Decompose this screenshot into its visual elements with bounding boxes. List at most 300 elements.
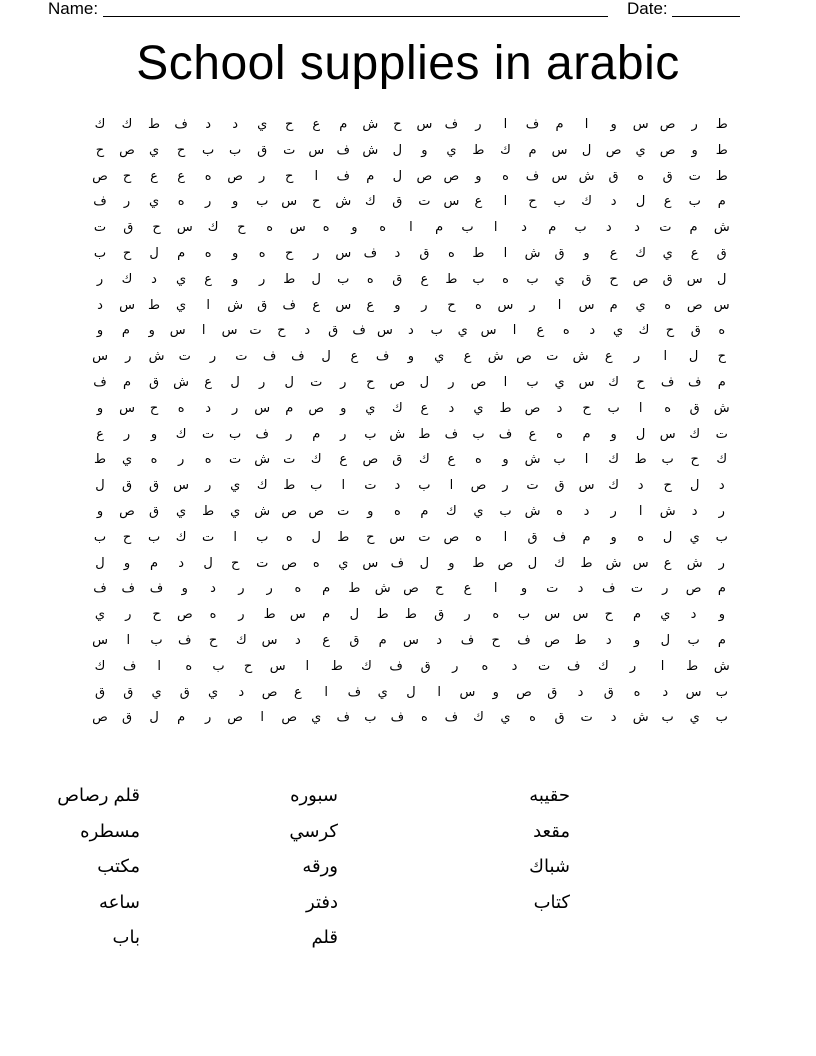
grid-cell: ك [638, 322, 650, 338]
grid-cell: س [578, 373, 595, 389]
grid-cell: ف [93, 580, 107, 596]
grid-cell: م [322, 606, 331, 622]
grid-cell: د [521, 219, 527, 235]
grid-cell: ش [362, 116, 379, 131]
grid-cell: و [407, 348, 415, 364]
grid-cell: س [269, 657, 286, 673]
grid-cell: ص [443, 167, 460, 183]
grid-cell: ل [349, 606, 360, 622]
grid-row [88, 346, 734, 372]
grid-cell: ب [229, 141, 242, 157]
grid-cell: ر [718, 554, 725, 570]
grid-cell: د [605, 219, 612, 235]
grid-cell: د [394, 477, 401, 493]
grid-cell: ص [389, 373, 406, 389]
grid-cell: ف [602, 580, 616, 596]
grid-cell: ا [126, 631, 131, 647]
grid-cell: ي [148, 193, 160, 209]
grid-cell: ت [202, 425, 215, 441]
grid-cell: س [544, 606, 561, 622]
grid-cell: ي [473, 399, 484, 415]
grid-cell: ح [285, 116, 294, 131]
grid-row [88, 449, 734, 475]
grid-cell: ه [664, 399, 672, 415]
grid-cell: ش [173, 373, 190, 389]
grid-cell: ي [457, 322, 468, 338]
grid-cell: ح [285, 167, 294, 183]
grid-cell: ع [312, 116, 321, 131]
grid-cell: س [335, 296, 352, 312]
grid-cell: ع [663, 554, 672, 570]
word-list-item: قلم [311, 927, 338, 947]
grid-cell: ا [638, 502, 643, 518]
grid-cell: ق [149, 477, 160, 493]
grid-cell: ب [715, 683, 728, 699]
grid-cell: س [362, 554, 379, 570]
grid-cell: ص [686, 296, 703, 312]
grid-cell: ق [349, 631, 360, 647]
grid-cell: ف [255, 425, 269, 441]
grid-cell: ت [178, 348, 191, 364]
grid-cell: ل [284, 373, 294, 389]
grid-cell: ا [638, 399, 643, 415]
grid-cell: ش [374, 580, 391, 596]
grid-cell: ر [259, 373, 266, 389]
grid-row [88, 630, 734, 656]
grid-cell: ب [310, 477, 323, 493]
grid-cell: م [366, 167, 375, 183]
grid-cell: م [378, 631, 387, 647]
grid-cell: د [178, 554, 184, 570]
grid-cell: ف [121, 580, 135, 596]
grid-cell: ر [475, 116, 482, 131]
grid-row [88, 140, 734, 166]
grid-cell: ك [689, 425, 701, 441]
grid-cell: ش [572, 348, 589, 364]
grid-cell: ت [229, 451, 242, 467]
grid-cell: م [582, 425, 591, 441]
grid-cell: ح [434, 580, 444, 596]
grid-cell: ه [637, 528, 645, 544]
grid-cell: ب [499, 502, 512, 518]
grid-cell: ع [536, 322, 545, 338]
grid-cell: ش [632, 709, 649, 725]
grid-cell: ر [464, 606, 471, 622]
grid-cell: س [686, 270, 703, 286]
grid-cell: و [610, 425, 617, 441]
grid-cell: ص [261, 683, 278, 699]
grid-cell: و [475, 167, 482, 183]
grid-cell: ب [688, 193, 701, 209]
grid-cell: ا [557, 296, 562, 312]
grid-cell: ط [202, 502, 215, 518]
grid-cell: ك [554, 554, 565, 570]
grid-cell: ك [235, 631, 247, 647]
grid-cell: ش [389, 425, 406, 441]
grid-cell: و [583, 244, 590, 260]
grid-cell: ا [305, 657, 310, 673]
grid-cell: ي [635, 296, 646, 312]
grid-cell: س [281, 193, 298, 209]
grid-cell: ف [390, 709, 405, 725]
grid-row [88, 682, 734, 708]
grid-cell: ي [662, 244, 673, 260]
grid-cell: ط [330, 657, 343, 673]
word-list-item: مقعد [533, 820, 570, 841]
grid-cell: ا [503, 244, 508, 260]
grid-cell: ت [546, 580, 559, 596]
grid-cell: ط [348, 580, 361, 596]
grid-cell: ت [283, 141, 296, 157]
grid-cell: ا [493, 580, 498, 596]
grid-cell: ك [94, 657, 106, 673]
grid-row [88, 320, 734, 346]
grid-cell: ع [339, 451, 348, 467]
grid-cell: ك [310, 451, 322, 467]
grid-cell: س [632, 554, 649, 570]
grid-cell: ت [546, 348, 559, 364]
grid-cell: ت [310, 373, 323, 389]
grid-cell: ت [283, 451, 296, 467]
grid-cell: ش [659, 502, 676, 518]
grid-cell: ع [528, 425, 537, 441]
grid-cell: ل [419, 554, 430, 570]
grid-cell: ك [473, 709, 484, 725]
grid-cell: ي [500, 709, 511, 725]
grid-cell: ع [420, 270, 429, 286]
grid-cell: ح [491, 631, 500, 647]
grid-cell: س [169, 322, 186, 338]
grid-cell: ه [481, 657, 489, 673]
grid-cell: م [121, 322, 130, 338]
grid-cell: ع [177, 167, 185, 183]
grid-cell: س [416, 116, 433, 131]
grid-cell: ب [202, 141, 215, 157]
grid-cell: ع [690, 244, 699, 260]
grid-cell: د [577, 683, 584, 699]
grid-cell: ر [633, 348, 641, 364]
grid-cell: ف [517, 631, 531, 647]
grid-cell: ه [322, 219, 330, 235]
grid-cell: و [96, 399, 104, 415]
grid-cell: ر [452, 657, 459, 673]
grid-cell: ع [293, 683, 302, 699]
grid-cell: د [690, 606, 697, 622]
grid-cell: ك [175, 425, 187, 441]
grid-cell: ك [175, 528, 187, 544]
grid-cell: ح [285, 244, 294, 260]
grid-cell: م [435, 219, 444, 235]
grid-cell: ر [123, 425, 131, 441]
grid-cell: ف [460, 631, 475, 647]
grid-cell: ق [121, 477, 133, 493]
grid-cell: و [123, 554, 131, 570]
grid-cell: ط [472, 554, 485, 570]
grid-cell: ش [148, 348, 165, 364]
grid-cell: ش [524, 502, 541, 518]
grid-cell: ف [149, 580, 164, 596]
grid-cell: ق [547, 683, 558, 699]
grid-cell: ي [377, 683, 388, 699]
grid-cell: ش [524, 451, 541, 467]
grid-cell: س [685, 683, 702, 699]
grid-cell: س [480, 322, 497, 338]
grid-cell: ل [689, 477, 700, 493]
grid-cell: ط [93, 451, 107, 467]
grid-cell: ط [445, 270, 458, 286]
grid-cell: ل [392, 141, 403, 157]
grid-cell: ع [663, 193, 672, 209]
word-list-item: ورقه [302, 856, 338, 876]
grid-cell: ف [444, 116, 459, 131]
grid-cell: ه [366, 270, 374, 286]
grid-cell: ق [149, 373, 160, 389]
grid-cell: د [394, 244, 401, 260]
grid-cell: و [633, 631, 641, 647]
grid-cell: ل [716, 270, 727, 286]
grid-cell: ل [230, 373, 240, 389]
grid-cell: د [718, 477, 725, 493]
grid-cell: ا [409, 219, 413, 235]
grid-cell: ش [605, 554, 622, 570]
grid-cell: م [285, 399, 294, 415]
grid-cell: ل [419, 373, 430, 389]
grid-cell: ر [718, 502, 725, 518]
grid-cell: ح [582, 399, 591, 415]
grid-cell: ع [474, 193, 483, 209]
grid-cell: ف [93, 373, 107, 389]
grid-cell: ش [713, 657, 730, 673]
grid-cell: ر [610, 502, 617, 518]
grid-cell: ه [562, 322, 570, 338]
grid-cell: ل [635, 425, 646, 441]
grid-cell: ب [517, 606, 531, 622]
grid-cell: س [176, 219, 193, 235]
grid-cell: ي [613, 322, 624, 338]
grid-cell: ح [237, 219, 246, 235]
grid-cell: ف [174, 116, 188, 131]
grid-cell: ب [715, 528, 728, 544]
grid-cell: ب [661, 451, 674, 467]
grid-cell: ل [149, 709, 159, 725]
grid-cell: ش [524, 244, 541, 260]
grid-cell: ح [95, 141, 105, 157]
name-field[interactable] [103, 0, 608, 17]
grid-cell: ف [552, 528, 567, 544]
grid-cell: م [528, 141, 537, 157]
grid-cell: و [421, 141, 428, 157]
grid-cell: ص [308, 502, 325, 518]
grid-cell: ق [581, 270, 592, 286]
word-list-item: مكتب [97, 856, 140, 876]
grid-cell: ر [204, 709, 212, 725]
grid-cell: ر [313, 244, 320, 260]
grid-cell: و [232, 270, 239, 286]
grid-cell: ش [713, 219, 730, 235]
grid-cell: س [578, 477, 595, 493]
grid-cell: ا [503, 373, 508, 389]
grid-cell: ص [516, 683, 532, 699]
grid-cell: ر [204, 477, 212, 493]
grid-cell: ا [341, 477, 346, 493]
grid-cell: ا [663, 348, 668, 364]
grid-cell: و [520, 580, 528, 596]
grid-cell: ط [472, 141, 485, 157]
grid-cell: ق [419, 244, 430, 260]
grid-cell: ف [291, 348, 305, 364]
grid-cell: ه [185, 657, 193, 673]
grid-cell: ك [121, 116, 133, 131]
grid-cell: د [556, 399, 563, 415]
grid-cell: ت [249, 322, 262, 338]
grid-cell: ك [207, 219, 219, 235]
grid-cell: ل [688, 348, 699, 364]
grid-cell: ي [473, 502, 484, 518]
grid-cell: و [394, 296, 401, 312]
grid-cell: ق [94, 683, 106, 699]
grid-cell: و [150, 425, 158, 441]
grid-cell: ص [685, 580, 702, 596]
grid-cell: ب [661, 709, 674, 725]
grid-cell: م [717, 193, 726, 209]
grid-cell: و [718, 606, 725, 622]
grid-cell: ص [470, 477, 487, 493]
grid-cell: ه [664, 296, 672, 312]
grid-cell: س [377, 322, 393, 338]
grid-cell: ه [718, 322, 726, 338]
grid-cell: ك [446, 502, 457, 518]
grid-cell: ك [361, 657, 372, 673]
grid-cell: س [221, 322, 238, 338]
grid-cell: د [577, 580, 584, 596]
grid-cell: ر [204, 193, 212, 209]
grid-cell: ب [472, 425, 485, 441]
grid-cell: ف [352, 322, 366, 338]
grid-cell: ب [553, 193, 566, 209]
grid-cell: ق [257, 141, 268, 157]
grid-cell: ص [227, 709, 244, 725]
grid-cell: ح [208, 631, 218, 647]
grid-cell: ف [687, 373, 702, 389]
grid-cell: ع [350, 348, 359, 364]
grid-cell: ر [259, 167, 266, 183]
grid-cell: ف [660, 373, 675, 389]
grid-cell: ح [393, 116, 402, 131]
grid-cell: ك [635, 244, 646, 260]
grid-cell: ي [176, 502, 187, 518]
grid-cell: و [351, 219, 358, 235]
grid-cell: ه [294, 580, 302, 596]
grid-cell: ف [363, 244, 378, 260]
grid-cell: ي [257, 116, 268, 131]
grid-cell: و [232, 193, 239, 209]
grid-row [88, 604, 734, 630]
grid-cell: و [148, 322, 155, 338]
grid-cell: ص [443, 528, 460, 544]
grid-cell: ص [524, 399, 541, 415]
grid-cell: س [497, 296, 514, 312]
grid-cell: و [492, 683, 499, 699]
grid-cell: ا [201, 322, 206, 338]
grid-cell: ق [690, 322, 701, 338]
grid-cell: ه [312, 554, 320, 570]
grid-cell: ط [472, 244, 485, 260]
grid-cell: س [459, 683, 476, 699]
grid-cell: ق [257, 296, 268, 312]
grid-cell: ه [492, 606, 500, 622]
grid-cell: ب [147, 528, 161, 544]
grid-cell: ب [715, 709, 728, 725]
grid-cell: ك [419, 451, 430, 467]
date-field[interactable] [672, 0, 740, 17]
grid-cell: ل [392, 167, 403, 183]
grid-cell: ه [502, 167, 509, 183]
grid-cell: ق [328, 322, 339, 338]
grid-cell: ق [603, 683, 614, 699]
grid-cell: ل [149, 244, 159, 260]
grid-cell: ع [322, 631, 330, 647]
grid-cell: ح [149, 399, 159, 415]
grid-cell: ي [689, 528, 700, 544]
grid-row [88, 217, 734, 243]
grid-cell: م [717, 373, 726, 389]
grid-cell: ب [212, 657, 225, 673]
grid-cell: د [448, 399, 455, 415]
grid-cell: ب [461, 219, 474, 235]
grid-cell: م [609, 296, 618, 312]
grid-cell: ت [418, 528, 431, 544]
grid-cell: ع [463, 348, 472, 364]
grid-cell: ت [630, 580, 644, 596]
grid-cell: ي [660, 606, 671, 622]
grid-cell: س [335, 244, 352, 260]
grid-cell: ت [715, 425, 728, 441]
grid-cell: ق [434, 606, 445, 622]
grid-cell: ب [526, 270, 539, 286]
grid-cell: ك [364, 193, 376, 209]
grid-cell: ل [406, 683, 416, 699]
grid-cell: ع [609, 244, 618, 260]
grid-cell: ل [662, 528, 673, 544]
grid-row [88, 527, 734, 553]
grid-cell: ك [598, 657, 609, 673]
grid-cell: ص [281, 554, 298, 570]
grid-cell: د [238, 683, 245, 699]
grid-cell: ا [503, 528, 508, 544]
grid-cell: ق [179, 683, 190, 699]
grid-cell: ا [260, 709, 264, 725]
grid-cell: ب [150, 631, 163, 647]
grid-cell: ه [475, 296, 482, 312]
grid-cell: س [572, 606, 589, 622]
grid-cell: و [367, 502, 374, 518]
grid-cell: د [511, 657, 518, 673]
grid-cell: ع [604, 348, 613, 364]
grid-cell: ت [418, 193, 431, 209]
grid-cell: م [177, 244, 186, 260]
grid-cell: ه [204, 167, 212, 183]
word-list-item: دفتر [306, 891, 338, 912]
grid-cell: ي [151, 683, 162, 699]
grid-cell: ر [691, 116, 698, 131]
grid-cell: ت [235, 348, 248, 364]
grid-cell: ح [690, 451, 699, 467]
grid-cell: ف [444, 709, 459, 725]
grid-cell: ر [662, 580, 669, 596]
grid-cell: ه [177, 193, 185, 209]
grid-cell: ع [96, 425, 104, 441]
grid-cell: ت [580, 709, 593, 725]
